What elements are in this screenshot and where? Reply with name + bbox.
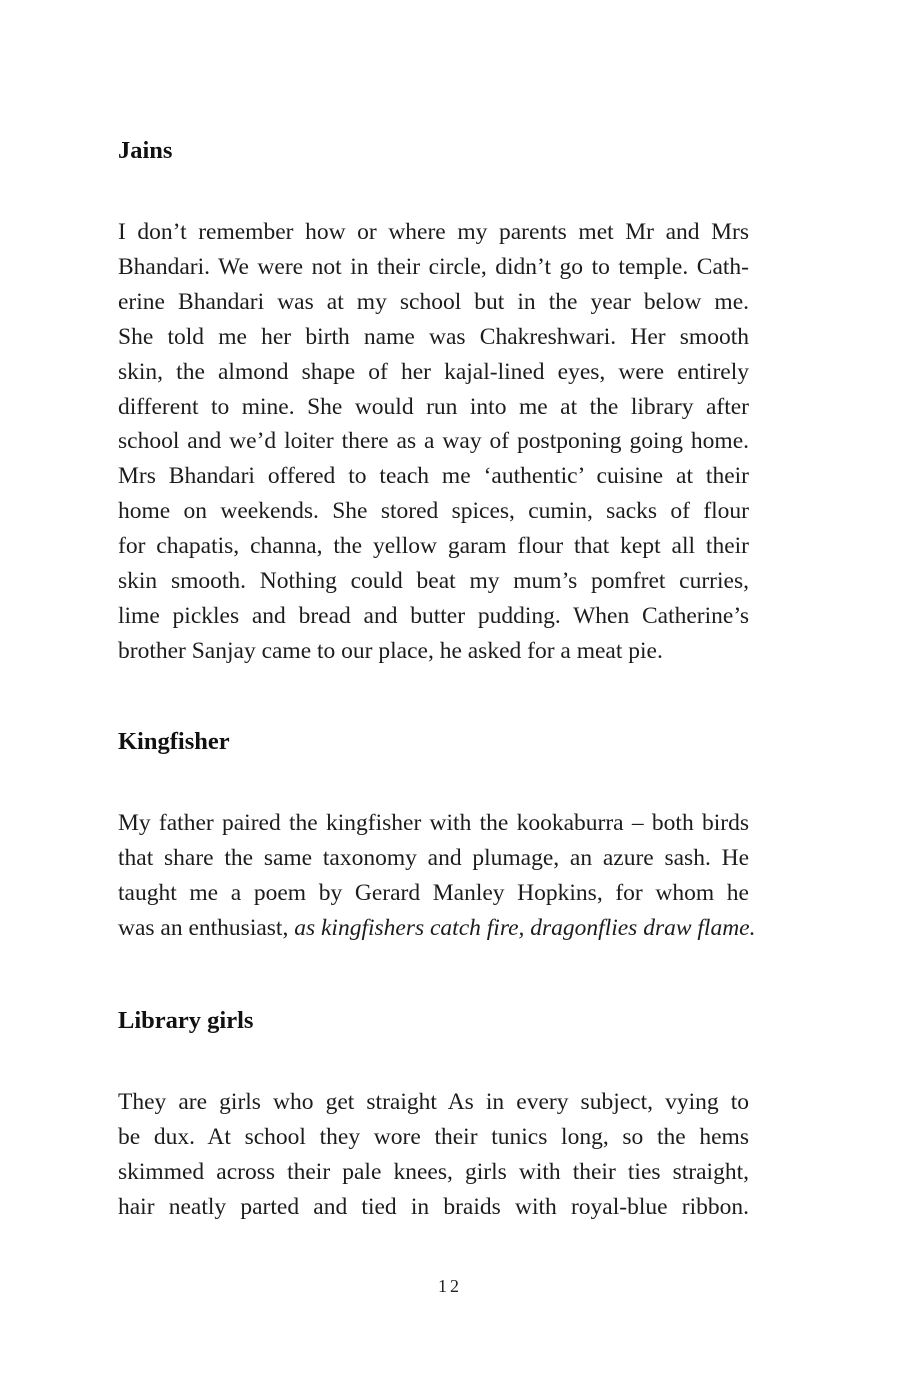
text-line: that share the same taxonomy and plumage, an azure sash. He — [118, 844, 749, 871]
text-line: My father paired the kingfisher with the kookaburra – both birds — [118, 810, 749, 836]
section-heading: Kingfisher — [118, 728, 230, 755]
text-line: I don’t remember how or where my parents met Mr and Mrs — [118, 219, 749, 245]
text-run: was an enthusiast, — [118, 914, 295, 941]
poem-quote: as kingfishers catch fire, dragonflies draw flame. — [294, 914, 756, 941]
section-paragraph — [118, 1085, 749, 1225]
text-line: skin, the almond shape of her kajal-lined eyes, were entirely — [118, 358, 749, 385]
text-line: be dux. At school they wore their tunics long, so the hems — [118, 1123, 749, 1150]
text-line: skimmed across their pale knees, girls with their ties straight, — [118, 1158, 749, 1185]
section-heading: Jains — [118, 137, 173, 164]
text-line: They are girls who get straight As in every subject, vying to — [118, 1089, 749, 1115]
text-line: different to mine. She would run into me at the library after — [118, 393, 749, 420]
section-jains — [118, 136, 749, 669]
text-line: Bhandari. We were not in their circle, didn’t go to temple. Cath- — [118, 253, 749, 280]
section-heading: Library girls — [118, 1007, 254, 1034]
section-library-girls — [118, 1006, 749, 1225]
text-line: She told me her birth name was Chakreshwari. Her smooth — [118, 323, 749, 350]
text-line: brother Sanjay came to our place, he asked for a meat pie. — [118, 637, 663, 664]
text-line: for chapatis, channa, the yellow garam flour that kept all their — [118, 533, 749, 560]
section-paragraph — [118, 215, 749, 669]
text-line: taught me a poem by Gerard Manley Hopkins, for whom he — [118, 879, 749, 906]
section-paragraph — [118, 806, 756, 946]
text-line: skin smooth. Nothing could beat my mum’s pomfret curries, — [118, 568, 749, 595]
text-line: lime pickles and bread and butter pudding. When Catherine’s — [118, 602, 749, 629]
text-line: Mrs Bhandari offered to teach me ‘authentic’ cuisine at their — [118, 463, 749, 490]
text-line — [118, 911, 756, 946]
text-line: hair neatly parted and tied in braids with royal-blue ribbon. — [118, 1193, 749, 1220]
text-line: home on weekends. She stored spices, cumin, sacks of flour — [118, 498, 749, 525]
page-number: 12 — [438, 1276, 462, 1296]
section-kingfisher — [118, 727, 756, 946]
text-line: erine Bhandari was at my school but in the year below me. — [118, 288, 749, 315]
text-line: school and we’d loiter there as a way of postponing going home. — [118, 428, 749, 455]
